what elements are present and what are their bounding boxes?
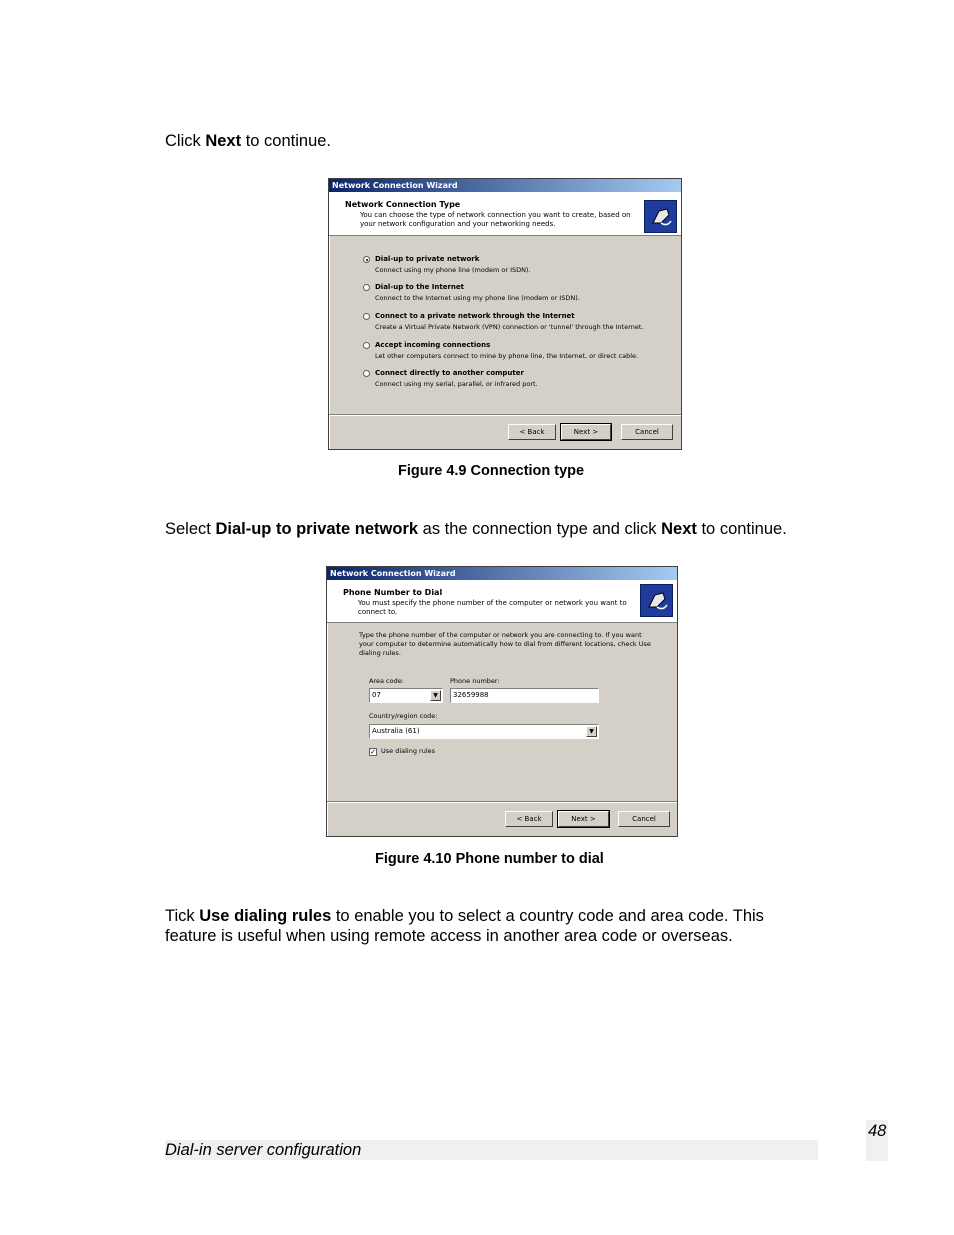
- dialog-title-bar: Network Connection Wizard: [329, 179, 681, 192]
- header-subtitle-line: your network configuration and your networking needs.: [360, 220, 556, 228]
- text: as the connection type and click: [418, 520, 662, 538]
- option-description: Connect to the Internet using my phone line (modem or ISDN).: [375, 294, 580, 302]
- network-wizard-icon: [644, 200, 677, 233]
- footer-section-title: Dial-in server configuration: [165, 1141, 362, 1159]
- figure-caption: Figure 4.10 Phone number to dial: [375, 851, 604, 867]
- dialog-header: [329, 192, 681, 236]
- back-button[interactable]: < Back: [508, 424, 556, 440]
- radio-button[interactable]: [363, 256, 370, 263]
- header-subtitle: [360, 211, 631, 229]
- area-code-select[interactable]: [369, 688, 443, 703]
- bold-text: Use dialing rules: [199, 907, 332, 925]
- option-description: Connect using my phone line (modem or ISDN).: [375, 266, 531, 274]
- phone-number-dialog: [326, 566, 678, 837]
- paragraph-line: [165, 906, 764, 926]
- back-button[interactable]: < Back: [505, 811, 553, 827]
- header-subtitle-line: You must specify the phone number of the computer or network you want to: [358, 599, 627, 607]
- option-label: Accept incoming connections: [375, 341, 491, 349]
- paragraph-line: feature is useful when using remote access in another area code or overseas.: [165, 927, 733, 945]
- button-separator: [329, 414, 681, 416]
- next-button[interactable]: Next >: [561, 424, 611, 440]
- intro-line: your computer to determine automatically how to dial from different locations, check Use: [359, 640, 651, 648]
- header-title: Phone Number to Dial: [343, 588, 443, 597]
- intro-line: dialing rules.: [359, 649, 401, 657]
- dropdown-arrow-icon[interactable]: ▼: [586, 726, 597, 737]
- header-subtitle-line: connect to.: [358, 608, 398, 616]
- radio-button[interactable]: [363, 342, 370, 349]
- connection-type-dialog: [328, 178, 682, 450]
- option-label: Connect to a private network through the Internet: [375, 312, 575, 320]
- header-title: Network Connection Type: [345, 200, 461, 209]
- text: to continue.: [241, 132, 332, 150]
- phone-number-value: 32659988: [453, 691, 489, 699]
- text: to continue.: [696, 520, 787, 538]
- next-button[interactable]: Next >: [558, 811, 609, 827]
- text: Select: [165, 520, 216, 538]
- text: to enable you to select a country code and area code. This: [331, 907, 764, 925]
- figure-caption: Figure 4.9 Connection type: [398, 463, 585, 479]
- area-code-value: 07: [372, 691, 381, 699]
- cancel-button[interactable]: Cancel: [618, 811, 670, 827]
- bold-text: Dial-up to private network: [215, 520, 419, 538]
- radio-button[interactable]: [363, 370, 370, 377]
- network-wizard-icon: [640, 584, 673, 617]
- cancel-button[interactable]: Cancel: [621, 424, 673, 440]
- page-number: 48: [868, 1122, 887, 1140]
- option-label: Connect directly to another computer: [375, 369, 524, 377]
- phone-number-label: Phone number:: [450, 677, 500, 685]
- dialog-title-bar: Network Connection Wizard: [327, 567, 677, 580]
- bold-text: Next: [205, 132, 242, 150]
- area-code-label: Area code:: [369, 677, 404, 685]
- dropdown-arrow-icon[interactable]: ▼: [430, 690, 441, 701]
- option-description: Let other computers connect to mine by phone line, the Internet, or direct cable.: [375, 352, 639, 360]
- text: Click: [165, 132, 206, 150]
- option-label: Dial-up to the Internet: [375, 283, 464, 291]
- country-code-label: Country/region code:: [369, 712, 438, 720]
- intro-line: Type the phone number of the computer or network you are connecting to. If you want: [359, 631, 642, 639]
- radio-button[interactable]: [363, 313, 370, 320]
- instruction-paragraph-3: [165, 906, 764, 946]
- bold-text: Next: [661, 520, 697, 538]
- use-dialing-rules-label: Use dialing rules: [381, 747, 436, 755]
- radio-button[interactable]: [363, 284, 370, 291]
- dialog-header: [327, 580, 677, 623]
- header-subtitle-line: You can choose the type of network connection you want to create, based on: [360, 211, 631, 219]
- header-subtitle: [358, 599, 627, 617]
- option-description: Connect using my serial, parallel, or infrared port.: [375, 380, 538, 388]
- option-description: Create a Virtual Private Network (VPN) connection or 'tunnel' through the Internet.: [375, 323, 644, 331]
- country-code-value: Australia (61): [372, 727, 420, 735]
- button-separator: [327, 801, 677, 803]
- instruction-paragraph-2: [165, 519, 787, 539]
- phone-number-input[interactable]: [450, 688, 599, 703]
- country-code-select[interactable]: [369, 724, 599, 739]
- use-dialing-rules-checkbox[interactable]: ✓: [370, 748, 376, 756]
- instruction-paragraph-1: [165, 131, 331, 151]
- intro-text: [359, 631, 651, 658]
- option-label: Dial-up to private network: [375, 255, 480, 263]
- text: Tick: [165, 907, 200, 925]
